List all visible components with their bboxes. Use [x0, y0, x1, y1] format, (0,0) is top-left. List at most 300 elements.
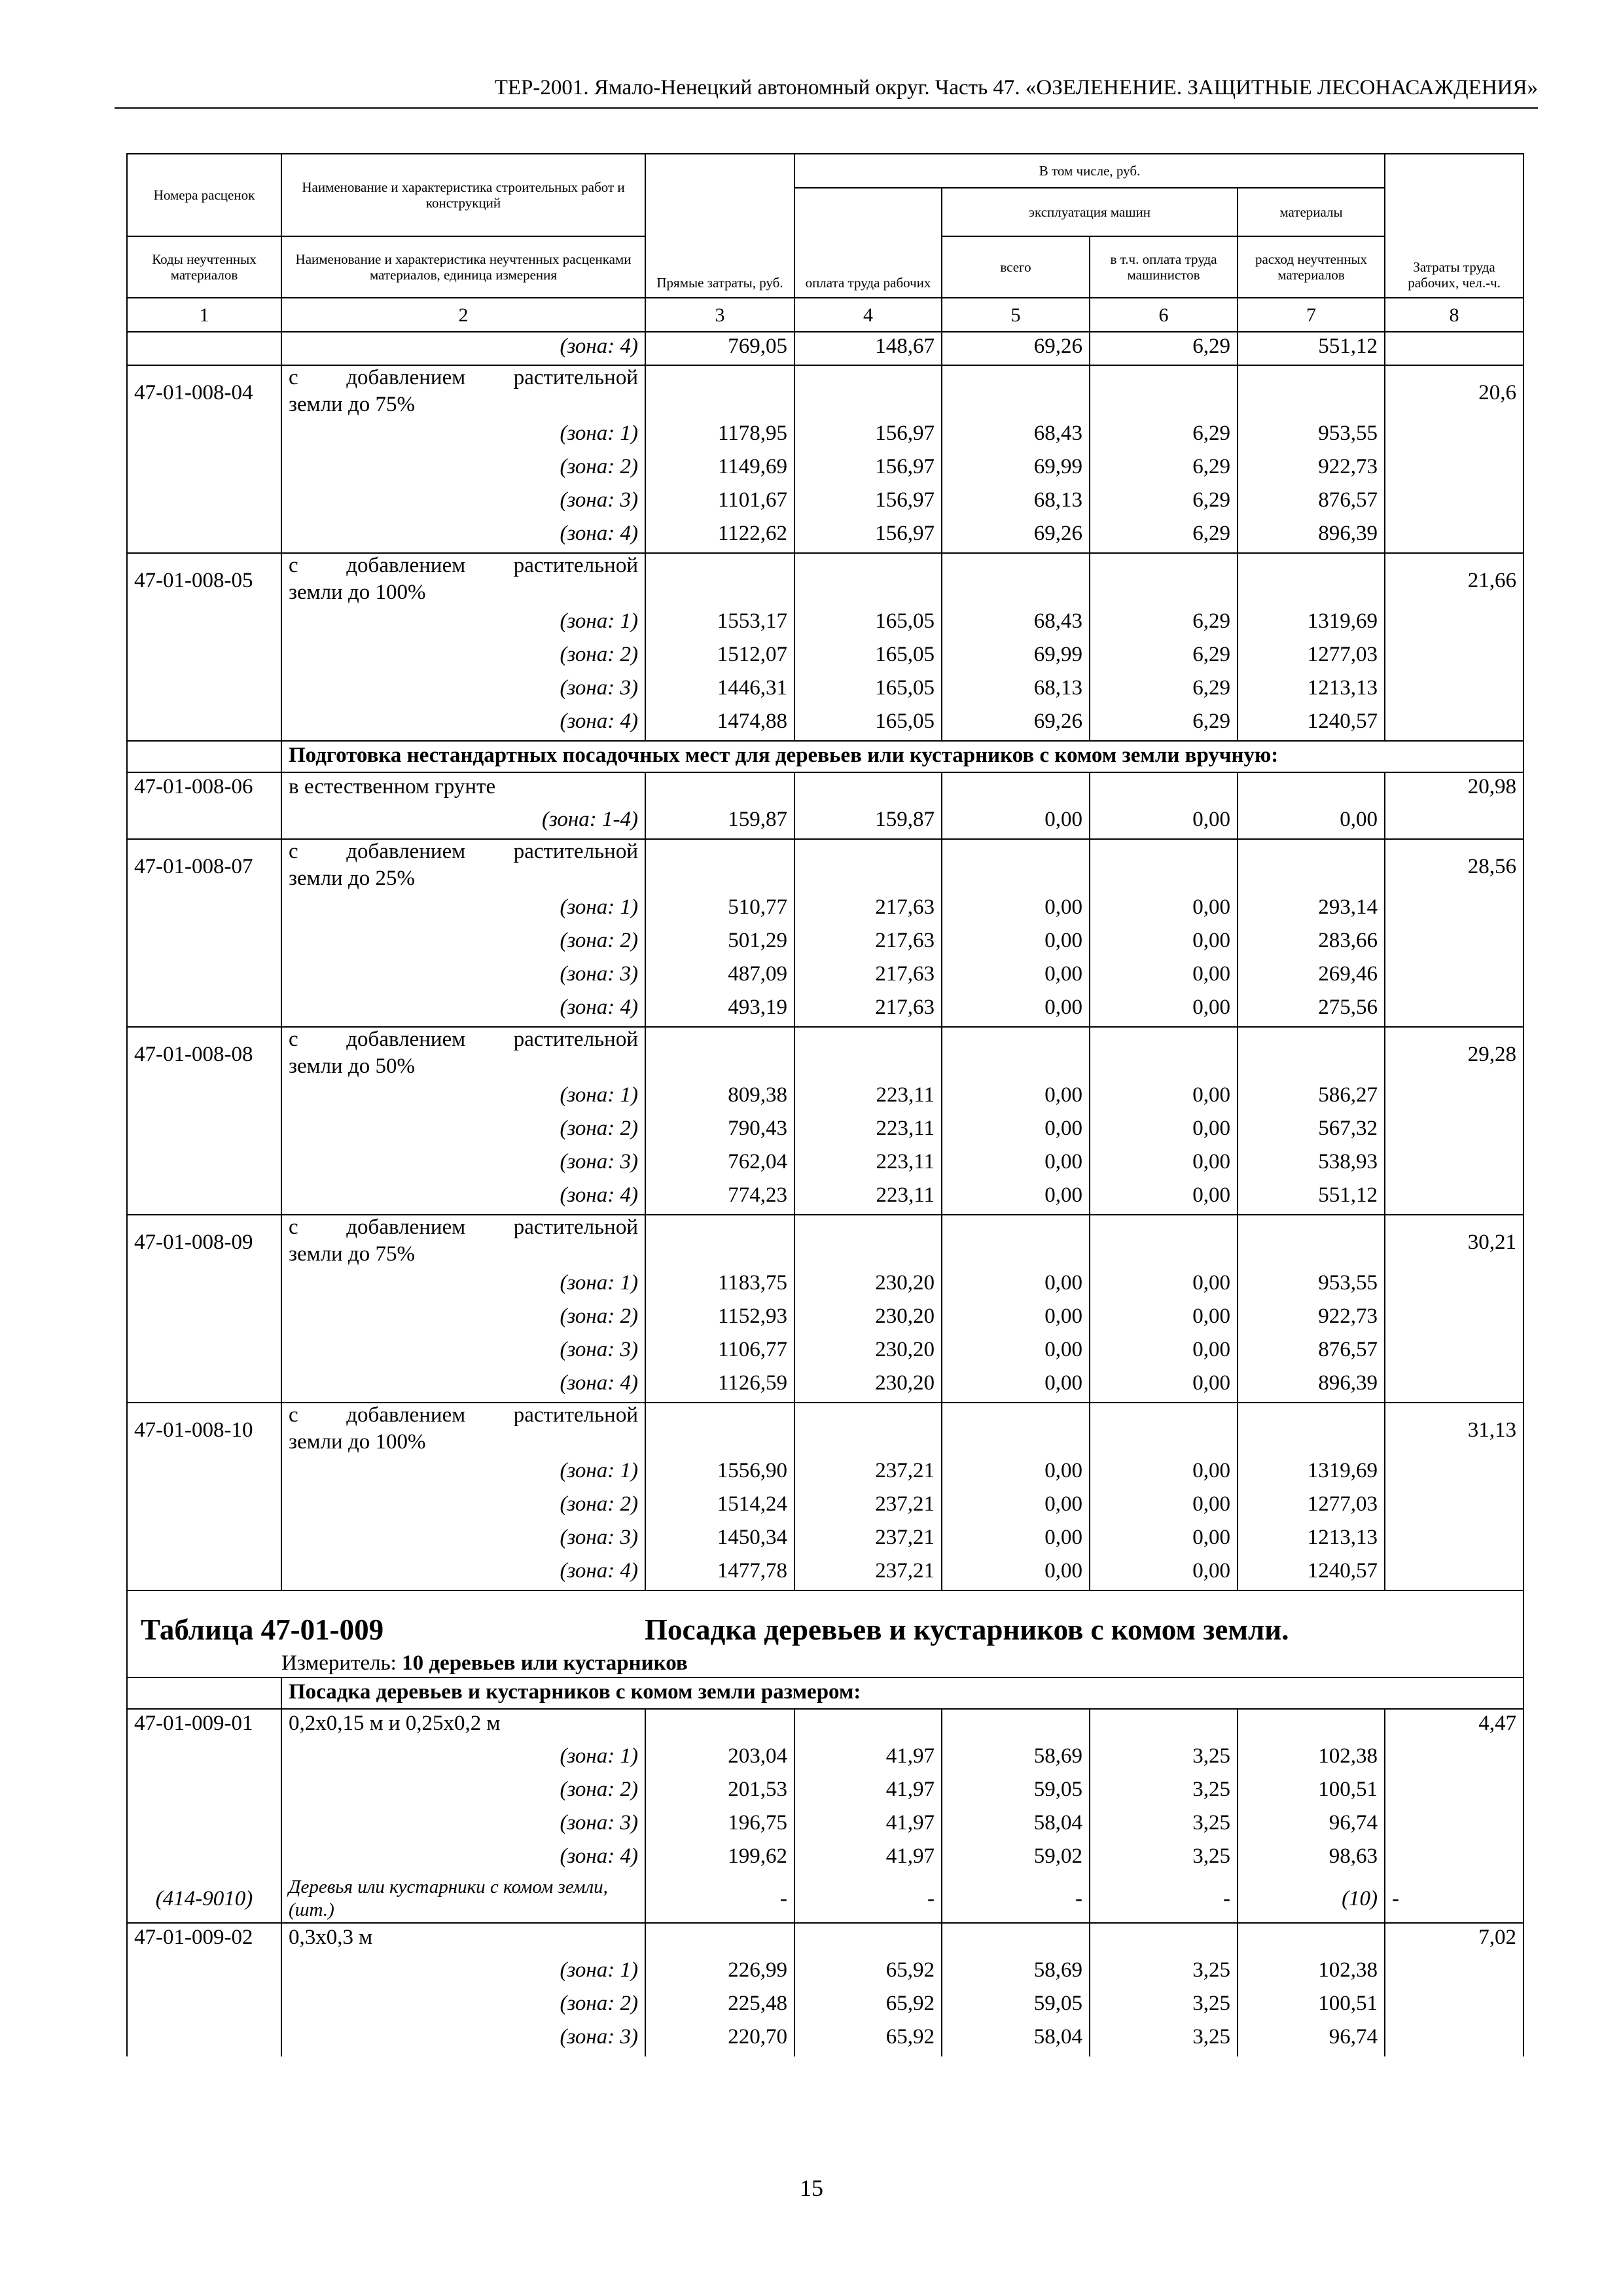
table-body	[127, 332, 1524, 2056]
zone-label: (зона: 1)	[281, 893, 645, 927]
value-cell: 100,51	[1238, 1990, 1385, 2023]
rate-name: 0,2х0,15 м и 0,25х0,2 м	[281, 1709, 645, 1742]
zone-row	[127, 1956, 1524, 1990]
rate-name: с добавлением растительной	[281, 1215, 645, 1242]
value-cell: 220,70	[645, 2023, 794, 2056]
table-cell	[1385, 994, 1524, 1027]
rate-name: земли до 25%	[281, 867, 645, 893]
value-cell: 1446,31	[645, 674, 794, 708]
zone-row	[127, 1809, 1524, 1842]
table-cell	[1385, 520, 1524, 553]
table-cell	[127, 641, 281, 674]
value-cell: 159,87	[645, 806, 794, 839]
table-cell	[1090, 1923, 1238, 1956]
labor-cost: 21,66	[1385, 553, 1524, 607]
table-cell	[127, 1457, 281, 1490]
rate-row	[127, 839, 1524, 867]
value-cell: 896,39	[1238, 520, 1385, 553]
value-cell: 41,97	[794, 1809, 942, 1842]
rate-name: земли до 75%	[281, 393, 645, 420]
value-cell: 41,97	[794, 1842, 942, 1876]
table-cell	[794, 772, 942, 806]
table-cell	[1385, 893, 1524, 927]
table-cell	[1385, 1181, 1524, 1215]
value-cell: 223,11	[794, 1148, 942, 1181]
col-header-1-bottom: Коды неучтенных материалов	[127, 236, 281, 298]
value-cell: 1122,62	[645, 520, 794, 553]
table-cell	[942, 1923, 1090, 1956]
value-cell: 102,38	[1238, 1742, 1385, 1776]
value-cell: 6,29	[1090, 520, 1238, 553]
zone-label: (зона: 2)	[281, 1990, 645, 2023]
value-cell: 0,00	[942, 927, 1090, 960]
value-cell: 0,00	[942, 1269, 1090, 1302]
rate-name: с добавлением растительной	[281, 553, 645, 581]
value-cell: 230,20	[794, 1302, 942, 1336]
zone-label: (зона: 2)	[281, 1115, 645, 1148]
section-heading: Подготовка нестандартных посадочных мест для деревьев или кустарников с комом земли вручную:	[281, 741, 1524, 772]
rate-code: 47-01-008-04	[127, 365, 281, 420]
zone-row	[127, 994, 1524, 1027]
value-cell: 6,29	[1090, 641, 1238, 674]
table-cell	[1238, 553, 1385, 607]
zone-row	[127, 1148, 1524, 1181]
zone-row	[127, 1336, 1524, 1369]
material-row	[127, 1876, 1524, 1923]
value-cell: 65,92	[794, 1990, 942, 2023]
table-cell	[127, 741, 281, 772]
labor-cost: 29,28	[1385, 1027, 1524, 1081]
rate-row	[127, 1709, 1524, 1742]
col-header-4: оплата труда рабочих	[794, 188, 942, 298]
zone-row	[127, 2023, 1524, 2056]
value-cell: 493,19	[645, 994, 794, 1027]
zone-row	[127, 1842, 1524, 1876]
table-cell	[127, 1369, 281, 1403]
zone-row	[127, 1181, 1524, 1215]
table-cell	[127, 1181, 281, 1215]
value-cell: 1183,75	[645, 1269, 794, 1302]
table-cell	[1385, 1115, 1524, 1148]
value-cell: 165,05	[794, 708, 942, 741]
zone-label: (зона: 2)	[281, 1490, 645, 1524]
col-header-2-bottom: Наименование и характеристика неучтенных расценками материалов, единица измерения	[281, 236, 645, 298]
table-cell	[942, 365, 1090, 420]
zone-label: (зона: 3)	[281, 1524, 645, 1557]
table-cell	[1385, 1524, 1524, 1557]
col-header-8: Затраты труда рабочих, чел.-ч.	[1385, 154, 1524, 298]
zone-row	[127, 806, 1524, 839]
zone-label: (зона: 1)	[281, 420, 645, 453]
value-cell: 1101,67	[645, 486, 794, 520]
col-number: 4	[794, 298, 942, 332]
zone-label: (зона: 4)	[281, 1369, 645, 1403]
zone-label: (зона: 4)	[281, 708, 645, 741]
value-cell: 68,43	[942, 420, 1090, 453]
zone-row	[127, 1490, 1524, 1524]
table-cell	[127, 994, 281, 1027]
rate-name: земли до 50%	[281, 1054, 645, 1081]
value-cell: 223,11	[794, 1181, 942, 1215]
value-cell: 225,48	[645, 1990, 794, 2023]
value-cell: 0,00	[1090, 1081, 1238, 1115]
zone-row	[127, 607, 1524, 641]
labor-cost: 31,13	[1385, 1403, 1524, 1457]
rate-code: 47-01-008-06	[127, 772, 281, 806]
value-cell: 876,57	[1238, 1336, 1385, 1369]
zone-row	[127, 1081, 1524, 1115]
value-cell: 1106,77	[645, 1336, 794, 1369]
value-cell: 0,00	[942, 1115, 1090, 1148]
zone-label: (зона: 4)	[281, 994, 645, 1027]
table-cell	[645, 1215, 794, 1269]
table-cell	[127, 453, 281, 486]
table-cell	[645, 553, 794, 607]
value-cell: 0,00	[942, 1457, 1090, 1490]
value-cell: 0,00	[1090, 1524, 1238, 1557]
table-cell	[127, 1776, 281, 1809]
table-cell	[127, 806, 281, 839]
table-cell	[127, 486, 281, 520]
table-cell	[942, 772, 1090, 806]
zone-row	[127, 1369, 1524, 1403]
rate-name: с добавлением растительной	[281, 365, 645, 393]
table-cell	[1238, 772, 1385, 806]
table-cell	[127, 2023, 281, 2056]
zone-label: (зона: 3)	[281, 486, 645, 520]
col-number: 8	[1385, 298, 1524, 332]
value-cell: 59,05	[942, 1776, 1090, 1809]
table-cell	[794, 1923, 942, 1956]
zone-label: (зона: 1)	[281, 1956, 645, 1990]
table-cell	[1385, 453, 1524, 486]
value-cell: 217,63	[794, 994, 942, 1027]
col-number: 6	[1090, 298, 1238, 332]
zone-label: (зона: 3)	[281, 1809, 645, 1842]
value-cell: 510,77	[645, 893, 794, 927]
value-cell: 0,00	[942, 1557, 1090, 1590]
value-cell: -	[1090, 1876, 1238, 1923]
value-cell: 922,73	[1238, 453, 1385, 486]
table-cell	[645, 1403, 794, 1457]
zone-label: (зона: 1)	[281, 1457, 645, 1490]
rate-name: земли до 100%	[281, 1430, 645, 1457]
value-cell: 230,20	[794, 1269, 942, 1302]
value-cell: 165,05	[794, 607, 942, 641]
value-cell: 0,00	[942, 994, 1090, 1027]
table-cell	[1385, 1336, 1524, 1369]
table-cell	[645, 1027, 794, 1081]
value-cell: 0,00	[1090, 927, 1238, 960]
table-cell	[1238, 1709, 1385, 1742]
value-cell: 1553,17	[645, 607, 794, 641]
section-row	[127, 741, 1524, 772]
value-cell: 1277,03	[1238, 641, 1385, 674]
value-cell: 269,46	[1238, 960, 1385, 994]
value-cell: 790,43	[645, 1115, 794, 1148]
value-cell: 226,99	[645, 1956, 794, 1990]
table-cell	[942, 1215, 1090, 1269]
zone-label: (зона: 3)	[281, 2023, 645, 2056]
value-cell: 6,29	[1090, 674, 1238, 708]
table-cell	[127, 1842, 281, 1876]
table-cell	[127, 607, 281, 641]
value-cell: 0,00	[942, 806, 1090, 839]
rate-code: 47-01-008-05	[127, 553, 281, 607]
table-cell	[127, 1269, 281, 1302]
rate-row	[127, 365, 1524, 393]
zone-label: (зона: 2)	[281, 1302, 645, 1336]
col-header-2-top: Наименование и характеристика строительных работ и конструкций	[281, 154, 645, 236]
table-cell	[1385, 708, 1524, 741]
value-cell: 283,66	[1238, 927, 1385, 960]
zone-label: (зона: 1)	[281, 1081, 645, 1115]
value-cell: 953,55	[1238, 1269, 1385, 1302]
table-number: Таблица 47-01-009	[141, 1613, 384, 1646]
table-cell	[1090, 839, 1238, 893]
table-cell	[127, 1557, 281, 1590]
table-cell	[1090, 1403, 1238, 1457]
table-cell	[645, 1923, 794, 1956]
value-cell: 237,21	[794, 1524, 942, 1557]
table-cell	[127, 1081, 281, 1115]
value-cell: -	[942, 1876, 1090, 1923]
zone-label: (зона: 4)	[281, 1842, 645, 1876]
running-header	[115, 73, 1538, 109]
value-cell: 0,00	[942, 1081, 1090, 1115]
table-cell	[1385, 1809, 1524, 1842]
value-cell: -	[1385, 1876, 1524, 1923]
value-cell: 0,00	[942, 1336, 1090, 1369]
table-cell	[127, 1115, 281, 1148]
table-cell	[1090, 365, 1238, 420]
value-cell: 68,13	[942, 486, 1090, 520]
rate-code: 47-01-008-07	[127, 839, 281, 893]
col-header-group: В том числе, руб.	[794, 154, 1385, 188]
value-cell: 0,00	[1090, 893, 1238, 927]
value-cell: 1512,07	[645, 641, 794, 674]
value-cell: 1319,69	[1238, 1457, 1385, 1490]
table-cell	[1385, 1490, 1524, 1524]
value-cell: 487,09	[645, 960, 794, 994]
rate-name: с добавлением растительной	[281, 1027, 645, 1054]
table-cell	[1385, 960, 1524, 994]
value-cell: 762,04	[645, 1148, 794, 1181]
table-cell	[1090, 1027, 1238, 1081]
value-cell: 165,05	[794, 674, 942, 708]
zone-row	[127, 332, 1524, 365]
zone-row	[127, 1557, 1524, 1590]
value-cell: 165,05	[794, 641, 942, 674]
labor-cost: 20,6	[1385, 365, 1524, 420]
col-number: 3	[645, 298, 794, 332]
value-cell: 896,39	[1238, 1369, 1385, 1403]
value-cell: -	[794, 1876, 942, 1923]
rate-row	[127, 1027, 1524, 1054]
value-cell: 0,00	[942, 1148, 1090, 1181]
value-cell: 96,74	[1238, 1809, 1385, 1842]
value-cell: 230,20	[794, 1369, 942, 1403]
zone-row	[127, 674, 1524, 708]
value-cell: 3,25	[1090, 1742, 1238, 1776]
value-cell: 65,92	[794, 1956, 942, 1990]
value-cell: 0,00	[942, 893, 1090, 927]
table-cell	[127, 520, 281, 553]
rate-name: 0,3х0,3 м	[281, 1923, 645, 1956]
labor-cost: 20,98	[1385, 772, 1524, 806]
value-cell: 1240,57	[1238, 1557, 1385, 1590]
zone-label: (зона: 3)	[281, 1148, 645, 1181]
material-code: (414-9010)	[127, 1876, 281, 1923]
value-cell: 68,43	[942, 607, 1090, 641]
table-cell	[942, 1027, 1090, 1081]
value-cell: 237,21	[794, 1557, 942, 1590]
table-cell	[127, 708, 281, 741]
zone-label: (зона: 1)	[281, 607, 645, 641]
table-cell	[645, 365, 794, 420]
meter-label: Измеритель:	[281, 1651, 402, 1675]
column-numbers-row	[127, 298, 1524, 332]
value-cell: 217,63	[794, 893, 942, 927]
value-cell: 0,00	[1090, 1115, 1238, 1148]
value-cell: 275,56	[1238, 994, 1385, 1027]
table-cell	[1238, 839, 1385, 893]
table-cell	[127, 1742, 281, 1776]
value-cell: 0,00	[1090, 1369, 1238, 1403]
zone-label: (зона: 2)	[281, 927, 645, 960]
value-cell: 922,73	[1238, 1302, 1385, 1336]
meter-value: 10 деревьев или кустарников	[402, 1651, 688, 1675]
value-cell: 156,97	[794, 453, 942, 486]
col-header-machines: эксплуатация машин	[942, 188, 1238, 236]
table-cell	[1238, 1027, 1385, 1081]
labor-cost: 4,47	[1385, 1709, 1524, 1742]
rate-row	[127, 1923, 1524, 1956]
value-cell: 6,29	[1090, 420, 1238, 453]
value-cell: 3,25	[1090, 1809, 1238, 1842]
zone-row	[127, 960, 1524, 994]
table-cell	[942, 839, 1090, 893]
value-cell: 69,26	[942, 332, 1090, 365]
zone-row	[127, 708, 1524, 741]
rate-row	[127, 1403, 1524, 1430]
value-cell: 6,29	[1090, 607, 1238, 641]
value-cell: 156,97	[794, 420, 942, 453]
value-cell: 1126,59	[645, 1369, 794, 1403]
zone-row	[127, 1742, 1524, 1776]
zone-row	[127, 1269, 1524, 1302]
rate-code: 47-01-009-02	[127, 1923, 281, 1956]
value-cell: 6,29	[1090, 486, 1238, 520]
value-cell: 0,00	[1090, 806, 1238, 839]
value-cell: 3,25	[1090, 1956, 1238, 1990]
value-cell: 203,04	[645, 1742, 794, 1776]
col-number: 5	[942, 298, 1090, 332]
value-cell: 0,00	[1090, 1557, 1238, 1590]
table-cell	[1385, 1148, 1524, 1181]
table-cell	[1385, 332, 1524, 365]
zone-label: (зона: 1)	[281, 1269, 645, 1302]
section-row	[127, 1677, 1524, 1709]
value-cell: 199,62	[645, 1842, 794, 1876]
value-cell: 1149,69	[645, 453, 794, 486]
table-cell	[1238, 365, 1385, 420]
value-cell: 96,74	[1238, 2023, 1385, 2056]
table-cell	[1385, 1302, 1524, 1336]
value-cell: 1514,24	[645, 1490, 794, 1524]
value-cell: 59,05	[942, 1990, 1090, 2023]
zone-row	[127, 1115, 1524, 1148]
value-cell: 0,00	[1090, 1457, 1238, 1490]
value-cell: 769,05	[645, 332, 794, 365]
value-cell: 6,29	[1090, 332, 1238, 365]
value-cell: 1152,93	[645, 1302, 794, 1336]
rates-table	[126, 153, 1524, 2056]
table-meter	[141, 1649, 1516, 1677]
rate-code: 47-01-008-08	[127, 1027, 281, 1081]
table-cell	[1238, 1403, 1385, 1457]
value-cell: 3,25	[1090, 1990, 1238, 2023]
value-cell: 69,99	[942, 453, 1090, 486]
zone-label: (зона: 3)	[281, 674, 645, 708]
table-cell	[1385, 641, 1524, 674]
value-cell: 156,97	[794, 520, 942, 553]
value-cell: 6,29	[1090, 453, 1238, 486]
value-cell: 98,63	[1238, 1842, 1385, 1876]
value-cell: 1556,90	[645, 1457, 794, 1490]
value-cell: 0,00	[1238, 806, 1385, 839]
value-cell: 0,00	[1090, 1336, 1238, 1369]
zone-label: (зона: 1-4)	[281, 806, 645, 839]
rate-row	[127, 553, 1524, 581]
value-cell: 1450,34	[645, 1524, 794, 1557]
rate-name: в естественном грунте	[281, 772, 645, 806]
value-cell: 1213,13	[1238, 1524, 1385, 1557]
value-cell: 3,25	[1090, 1776, 1238, 1809]
table-cell	[127, 1677, 281, 1709]
zone-label: (зона: 3)	[281, 1336, 645, 1369]
table-cell	[127, 1524, 281, 1557]
value-cell: 69,26	[942, 520, 1090, 553]
zone-label: (зона: 4)	[281, 520, 645, 553]
table-cell	[127, 674, 281, 708]
table-cell	[1090, 772, 1238, 806]
value-cell: 237,21	[794, 1490, 942, 1524]
col-header-1-top: Номера расценок	[127, 154, 281, 236]
value-cell: 501,29	[645, 927, 794, 960]
col-header-materials: материалы	[1238, 188, 1385, 236]
table-cell	[127, 1148, 281, 1181]
rate-name: земли до 100%	[281, 581, 645, 607]
zone-label: (зона: 3)	[281, 960, 645, 994]
labor-cost: 7,02	[1385, 1923, 1524, 1956]
value-cell: 217,63	[794, 960, 942, 994]
value-cell: 68,13	[942, 674, 1090, 708]
value-cell: 1178,95	[645, 420, 794, 453]
zone-label: (зона: 4)	[281, 1557, 645, 1590]
rate-row	[127, 1215, 1524, 1242]
value-cell: 156,97	[794, 486, 942, 520]
zone-row	[127, 1302, 1524, 1336]
value-cell: 0,00	[1090, 960, 1238, 994]
zone-label: (зона: 4)	[281, 1181, 645, 1215]
table-cell	[127, 927, 281, 960]
value-cell: 159,87	[794, 806, 942, 839]
material-name: Деревья или кустарники с комом земли, (шт.)	[281, 1876, 645, 1923]
value-cell: 102,38	[1238, 1956, 1385, 1990]
value-cell: 65,92	[794, 2023, 942, 2056]
table-cell	[645, 839, 794, 893]
